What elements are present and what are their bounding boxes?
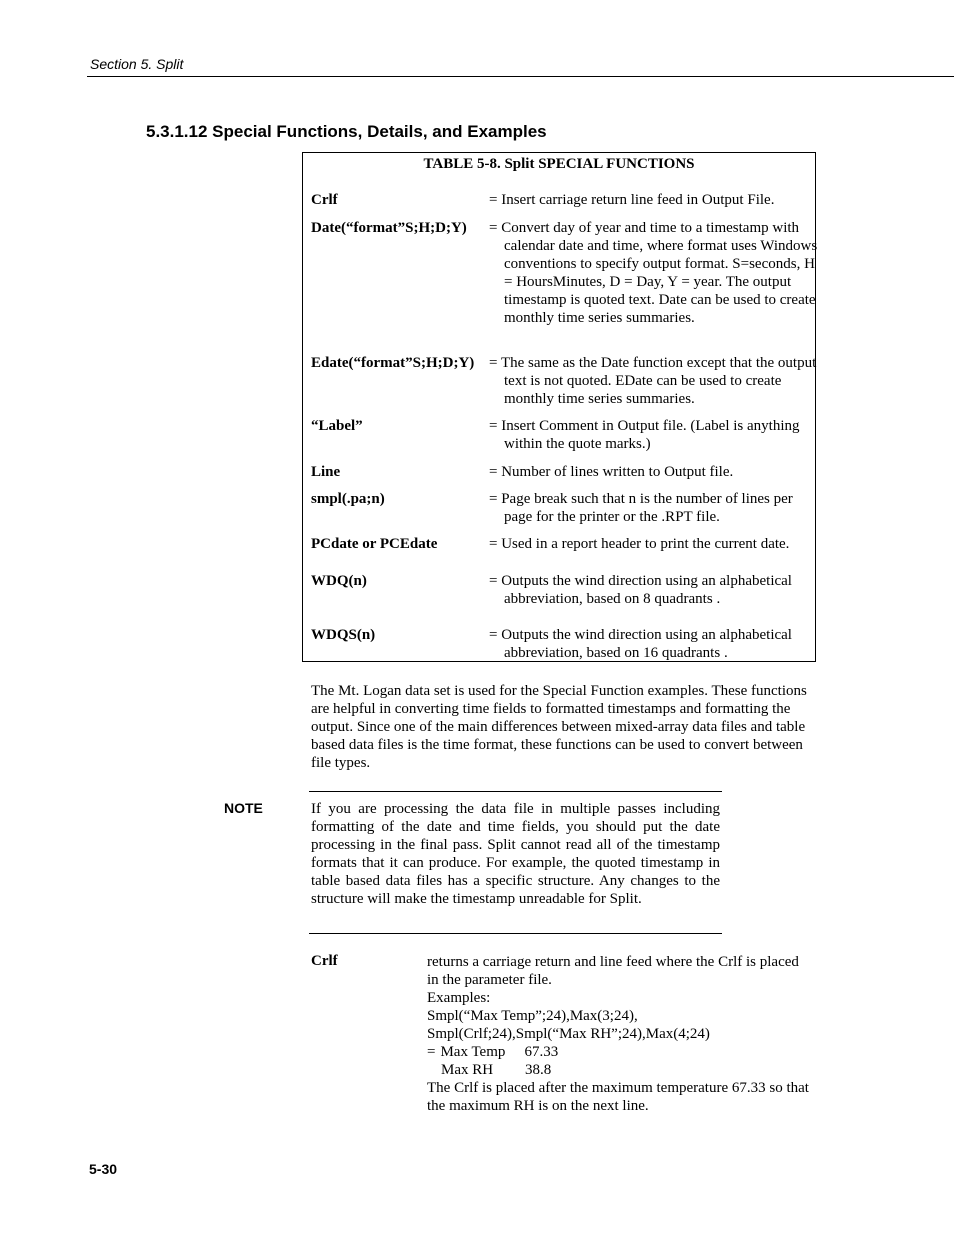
example-result-line xyxy=(427,1061,812,1079)
function-definition: = Insert carriage return line feed in Output File. xyxy=(489,192,775,208)
header-rule xyxy=(87,76,954,77)
crlf-description-block xyxy=(427,953,812,1115)
function-definition: = The same as the Date function except that the output text is not quoted. EDate can be used to create monthly time series summaries. xyxy=(489,355,817,407)
function-term: Crlf xyxy=(311,192,338,208)
example-result-line xyxy=(427,1043,812,1061)
function-definition: = Insert Comment in Output file. (Label is anything within the quote marks.) xyxy=(489,418,800,452)
table-caption: TABLE 5-8. Split SPECIAL FUNCTIONS xyxy=(423,156,695,172)
function-term: WDQ(n) xyxy=(311,573,367,589)
result-value: 67.33 xyxy=(524,1044,559,1060)
examples-label: Examples: xyxy=(427,990,491,1006)
crlf-closing-text: The Crlf is placed after the maximum temperature 67.33 so that the maximum RH is on the next line. xyxy=(427,1080,809,1114)
intro-paragraph: The Mt. Logan data set is used for the Special Function examples. These functions are helpful in converting time fields to formatted timestamps and formatting the output. Since one of the main differences between mixed-array data files and table based data files is the time format, these functions can be used to convert between file types. xyxy=(311,683,807,771)
function-definition: = Page break such that n is the number of lines per page for the printer or the .RPT file. xyxy=(489,491,793,525)
crlf-term: Crlf xyxy=(311,953,338,969)
result-label: Max Temp xyxy=(440,1044,506,1060)
function-term: Edate(“format”S;H;D;Y) xyxy=(311,355,475,371)
function-term: Date(“format”S;H;D;Y) xyxy=(311,220,467,236)
section-heading: 5.3.1.12 Special Functions, Details, and Examples xyxy=(146,122,547,141)
result-prefix: = xyxy=(427,1044,436,1060)
function-term: Line xyxy=(311,464,341,480)
function-term: smpl(.pa;n) xyxy=(311,491,385,507)
function-definition: = Outputs the wind direction using an alphabetical abbreviation, based on 16 quadrants . xyxy=(489,627,792,661)
function-definition: = Used in a report header to print the current date. xyxy=(489,536,790,552)
running-header: Section 5. Split xyxy=(90,56,184,72)
note-text: If you are processing the data file in multiple passes including formatting of the date and time fields, you should put the date processing in the final pass. Split cannot read all of the timestamp formats that it can produce. For example, the quoted timestamp in table based data files has a specific structure. Any changes to the structure will make the timestamp unreadable for Split. xyxy=(311,801,720,907)
note-bottom-rule xyxy=(309,933,722,934)
result-label: Max RH xyxy=(441,1062,494,1078)
page-number: 5-30 xyxy=(89,1161,118,1177)
crlf-description: returns a carriage return and line feed where the Crlf is placed in the parameter file. xyxy=(427,954,799,988)
example-code-line: Smpl(“Max Temp”;24),Max(3;24), xyxy=(427,1008,638,1024)
note-label: NOTE xyxy=(224,800,263,816)
note-top-rule xyxy=(309,791,722,792)
result-value: 38.8 xyxy=(525,1062,552,1078)
special-functions-table xyxy=(302,152,816,662)
function-term: PCdate or PCEdate xyxy=(311,536,438,552)
function-term: “Label” xyxy=(311,418,363,434)
function-definition: = Outputs the wind direction using an alphabetical abbreviation, based on 8 quadrants . xyxy=(489,573,792,607)
function-definition: = Number of lines written to Output file. xyxy=(489,464,734,480)
function-definition: = Convert day of year and time to a timestamp with calendar date and time, where format uses Windows conventions to specify output format. S=seconds, H = HoursMinutes, D = Day, Y = year. The output timestamp is quoted text. Date can be used to create monthly time series summaries. xyxy=(489,220,818,326)
function-term: WDQS(n) xyxy=(311,627,376,643)
example-code-line: Smpl(Crlf;24),Smpl(“Max RH”;24),Max(4;24) xyxy=(427,1026,710,1042)
